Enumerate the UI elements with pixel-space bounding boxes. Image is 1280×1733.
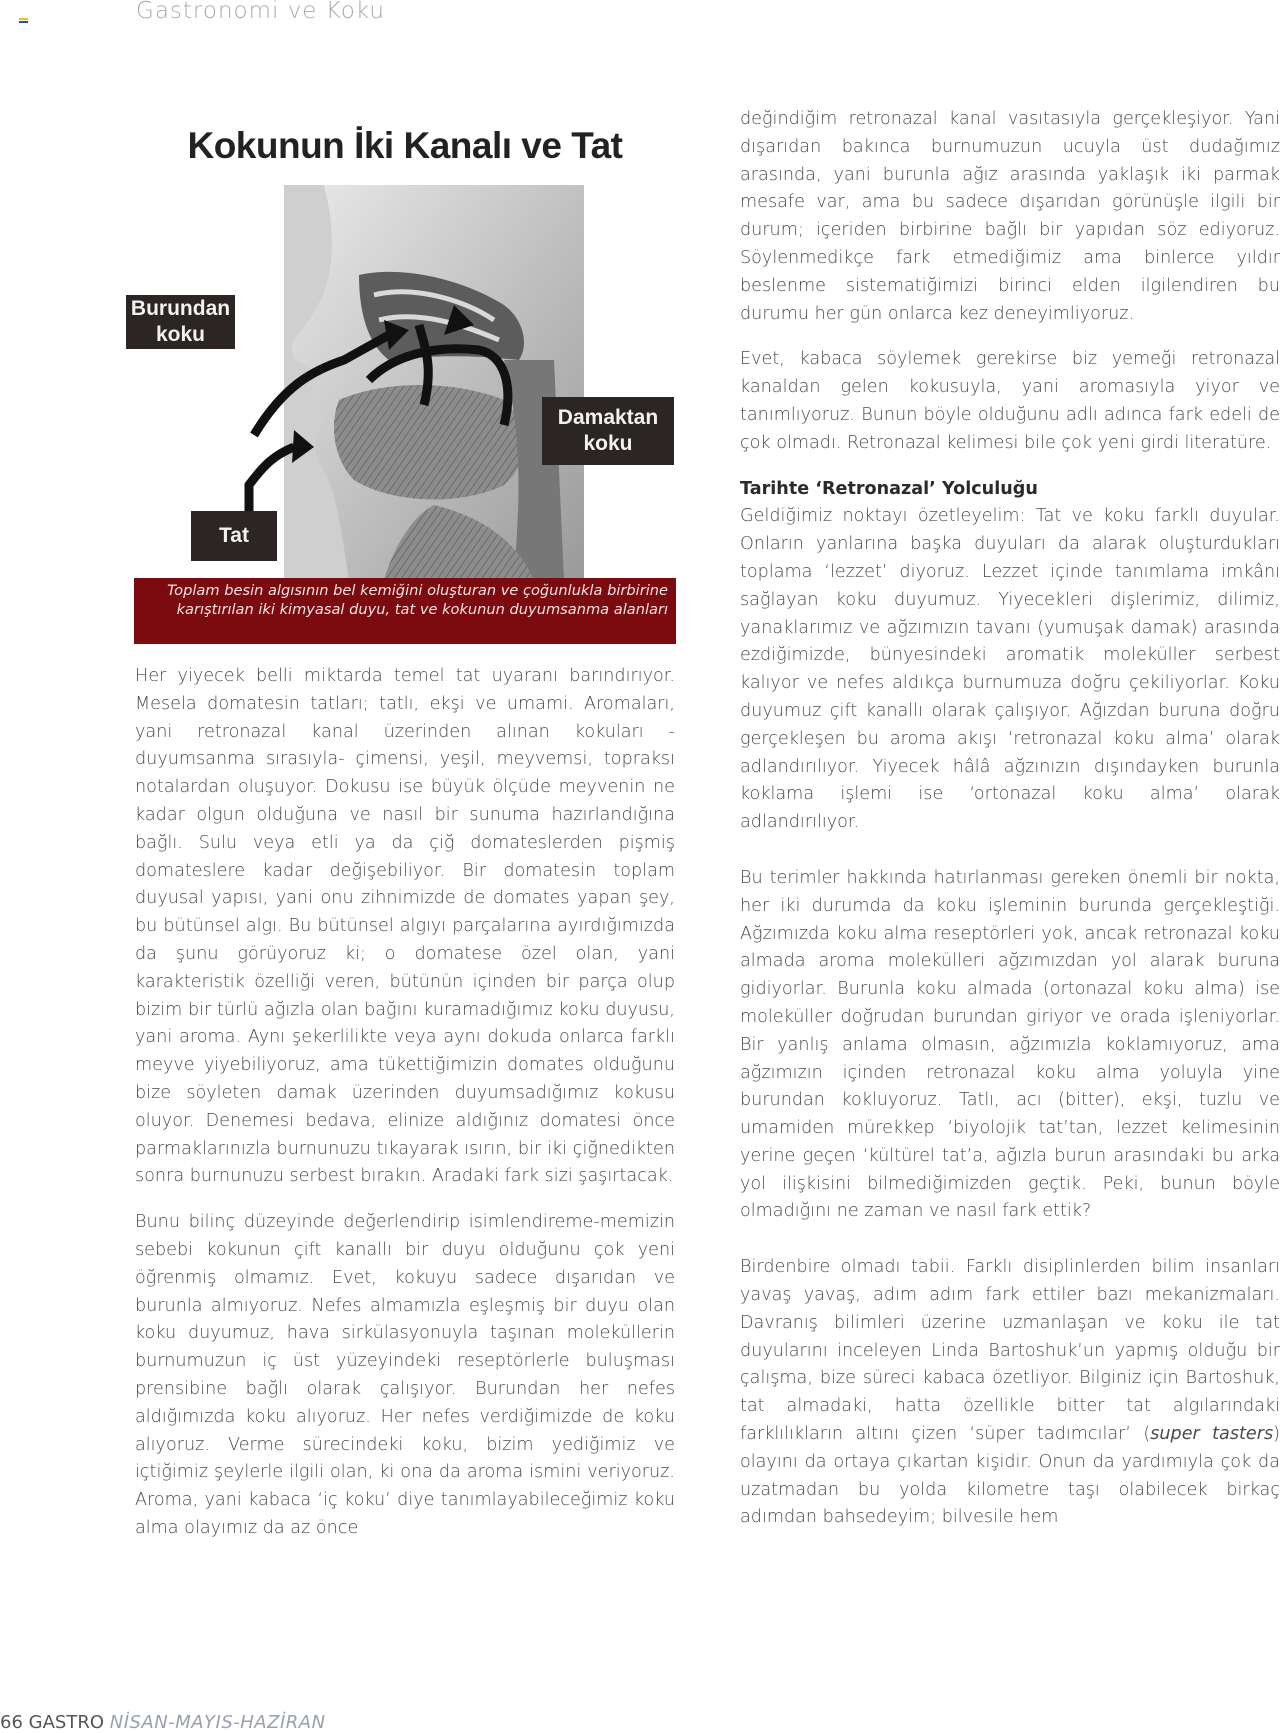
anatomy-figure [130, 115, 676, 645]
taste-label: Tat [191, 511, 277, 561]
palate-smell-label-line1: Damaktan [557, 406, 659, 429]
figure-title: Kokunun İki Kanalı ve Tat [187, 125, 623, 166]
right-column [740, 106, 1280, 1532]
right-paragraph-5 [740, 1254, 1280, 1532]
corner-color-mark [19, 18, 28, 24]
left-paragraph-2: Bunu bilinç düzeyinde değerlendirip isimlendireme-memizin sebebi kokunun çift kanallı bir duyu olduğunu çok yeni öğrenmiş olmamız. Evet, kokuyu sadece dışarıdan ve burunla almıyoruz. Nefes almamızla eşleşmiş bir duyu olan koku duyumuz, hava sirkülasyonuyla taşınan moleküllerin burnumuzun iç üst yüzeyindeki reseptörlerle buluşması prensibine bağlı olarak çalışıyor. Burundan her nefes aldığımızda koku alıyoruz. Her nefes verdiğimizde de koku alıyoruz. Verme sürecindeki koku, bizim yediğimiz ve içtiğimiz şeylerle ilgili olan, ki ona da aroma ismini veriyoruz. Aroma, yani kabaca ‘iç koku’ diye tanımlayabileceğimiz koku alma olayımız da az önce [135, 1212, 675, 1538]
right-paragraph-5-part1: Birdenbire olmadı tabii. Farklı disiplinlerden bilim insanları yavaş yavaş, adım adım fark ettiler bazı mekanizmaları. Davranış bilimleri üzerine uzmanlaşan ve koku ile tat duyularını inceleyen Linda Bartoshuk’un yapmış olduğu bir çalışma, bize süreci kabaca özetliyor. Bilginiz için Bartoshuk, tat almadaki, hatta özellikle bitter tat algılarındaki farklılıkların altını çizen ‘süper tadımcılar’ ( [740, 1257, 1280, 1445]
left-column [135, 663, 675, 1543]
section-title: Gastronomi ve Koku [136, 0, 385, 24]
right-paragraph-1: değindiğim retronazal kanal vasıtasıyla gerçekleşiyor. Yani dışarıdan bakınca burnumuzun ucuyla üst dudağımız arasında, yani burunla ağız arasında yaklaşık iki parmak mesafe var, ama bu sadece dışarıdan görünüşle ilgili bir durum; içeriden birbirine bağlı bir yapıdan söz ediyoruz. Söylenmedikçe fark etmediğimiz ama binlerce yıldır beslenme sistematiğimizi birinci elden ilgilendiren bu durumu her gün onlarca kez deneyimliyoruz. [740, 109, 1280, 324]
nose-smell-label-line2: koku [155, 323, 205, 346]
nose-smell-label-line1: Burundan [130, 297, 231, 320]
right-paragraph-2: Evet, kabaca söylemek gerekirse biz yemeği retronazal kanaldan gelen kokusuyla, yani aromasıyla yiyor ve tanımlıyoruz. Bunun böyle olduğunu adlı adınca fark edeli de çok olmadı. Retronazal kelimesi bile çok yeni girdi literatüre. [740, 349, 1280, 453]
figure-caption: Toplam besin algısının bel kemiğini oluşturan ve çoğunlukla birbirine karıştırılan iki kimyasal duyu, tat ve kokunun duyumsanma alanları [134, 578, 676, 644]
page-footer [0, 1712, 326, 1733]
super-tasters-term: super tasters [1150, 1424, 1274, 1445]
right-paragraph-4: Bu terimler hakkında hatırlanması gereken önemli bir nokta, her iki durumda da koku işleminin burunda gerçekleştiği. Ağzımızda koku alma reseptörleri yok, ancak retronazal koku almada aroma molekülleri ağzımızdan yol alarak buruna gidiyorlar. Burunla koku almada (ortonazal koku alma) ise moleküller doğrudan burundan giriyor ve orada işleniyorlar. Bir yanlış anlama olmasın, ağzımızla koklamıyoruz, ama ağzımızın içinden retronazal koku alma yoluyla yine burundan kokluyoruz. Tatlı, acı (bitter), ekşi, tuzlu ve umamiden mürekkep ‘biyolojik tat’tan, lezzet kelimesinin yerine geçen ‘kültürel tat’a, ağızla burun arasındaki bu arka yol ilişkisini bilmediğimizden geçtik. Peki, bunun böyle olmadığını ne zaman ve nasıl fark ettik? [740, 867, 1280, 1222]
right-paragraph-5-part2: ) olayını da ortaya çıkartan kişidir. Onun da yardımıyla çok da uzatmadan bu yolda kilometre taşı olabilecek birkaç adımdan bahsedeyim; bilvesile hem [740, 1424, 1280, 1528]
left-paragraph-1: Her yiyecek belli miktarda temel tat uyaranı barındırıyor. Mesela domatesin tatları; tatlı, ekşi ve umami. Aromaları, yani retronazal kanal üzerinden alınan kokuları -duyumsanma sırasıyla- çimensi, yeşil, meyvemsi, topraksı notalardan oluşuyor. Dokusu ise büyük ölçüde meyvenin ne kadar olgun olduğuna ve nasıl bir sunuma hazırlandığına bağlı. Sulu veya etli ya da çiğ domateslerden pişmiş domateslere kadar değişebiliyor. Bir domatesin toplam duyusal yapısı, yani onu zihnimizde de domates yapan şey, bu bütünsel algı. Bu bütünsel algıyı parçalarına ayırdığımızda da şunu görüyoruz ki; o domatese özel olan, yani karakteristik özelliği veren, bütünün içinden bir parça olup bizim bir türlü ağızla olan bağını kuramadığımız koku duyusu, yani aroma. Aynı şekerlilikte veya aynı dokuda onlarca farklı meyve yiyebiliyoruz, ama tükettiğimizin domates olduğunu bize söyleten damak üzerinden duyumsadığımız kokusu oluyor. Denemesi bedava, elinize aldığınız domatesi önce parmaklarınızla burnunuzu tıkayarak ısırın, bir iki çiğnedikten sonra burnunuzu serbest bırakın. Aradaki fark sizi şaşırtacak. [135, 666, 675, 1187]
section-subheading: Tarihte ‘Retronazal’ Yolculuğu [740, 478, 1038, 499]
palate-smell-label-line2: koku [583, 432, 633, 455]
issue-label: NİSAN-MAYIS-HAZİRAN [109, 1712, 326, 1733]
nose-smell-label [126, 295, 235, 349]
magazine-name: GASTRO [28, 1712, 104, 1733]
palate-smell-label [542, 397, 674, 465]
right-paragraph-3: Geldiğimiz noktayı özetleyelim: Tat ve koku farklı duyular. Onların yanlarına başka duyuları da alarak oluşturdukları toplama ‘lezzet’ diyoruz. Lezzet içinde tanımlama imkânı sağlayan koku duyumuz. Yiyecekleri dişlerimiz, dilimiz, yanaklarımız ve ağzımızın tavanı (yumuşak damak) arasında ezdiğimizde, bünyesindeki aromatik moleküller serbest kalıyor ve nefes aldıkça burnumuza doğru çekiliyorlar. Koku duyumuz çift kanallı olarak çalışıyor. Ağızdan buruna doğru gerçekleşen bu aroma akışı ‘retronazal koku alma’ olarak adlandırılıyor. Yiyecek hâlâ ağzınızın dışındayken burunla koklama işlemi ise ‘ortonazal koku alma’ olarak adlandırılıyor. [740, 506, 1280, 833]
page-number: 66 [0, 1712, 23, 1733]
